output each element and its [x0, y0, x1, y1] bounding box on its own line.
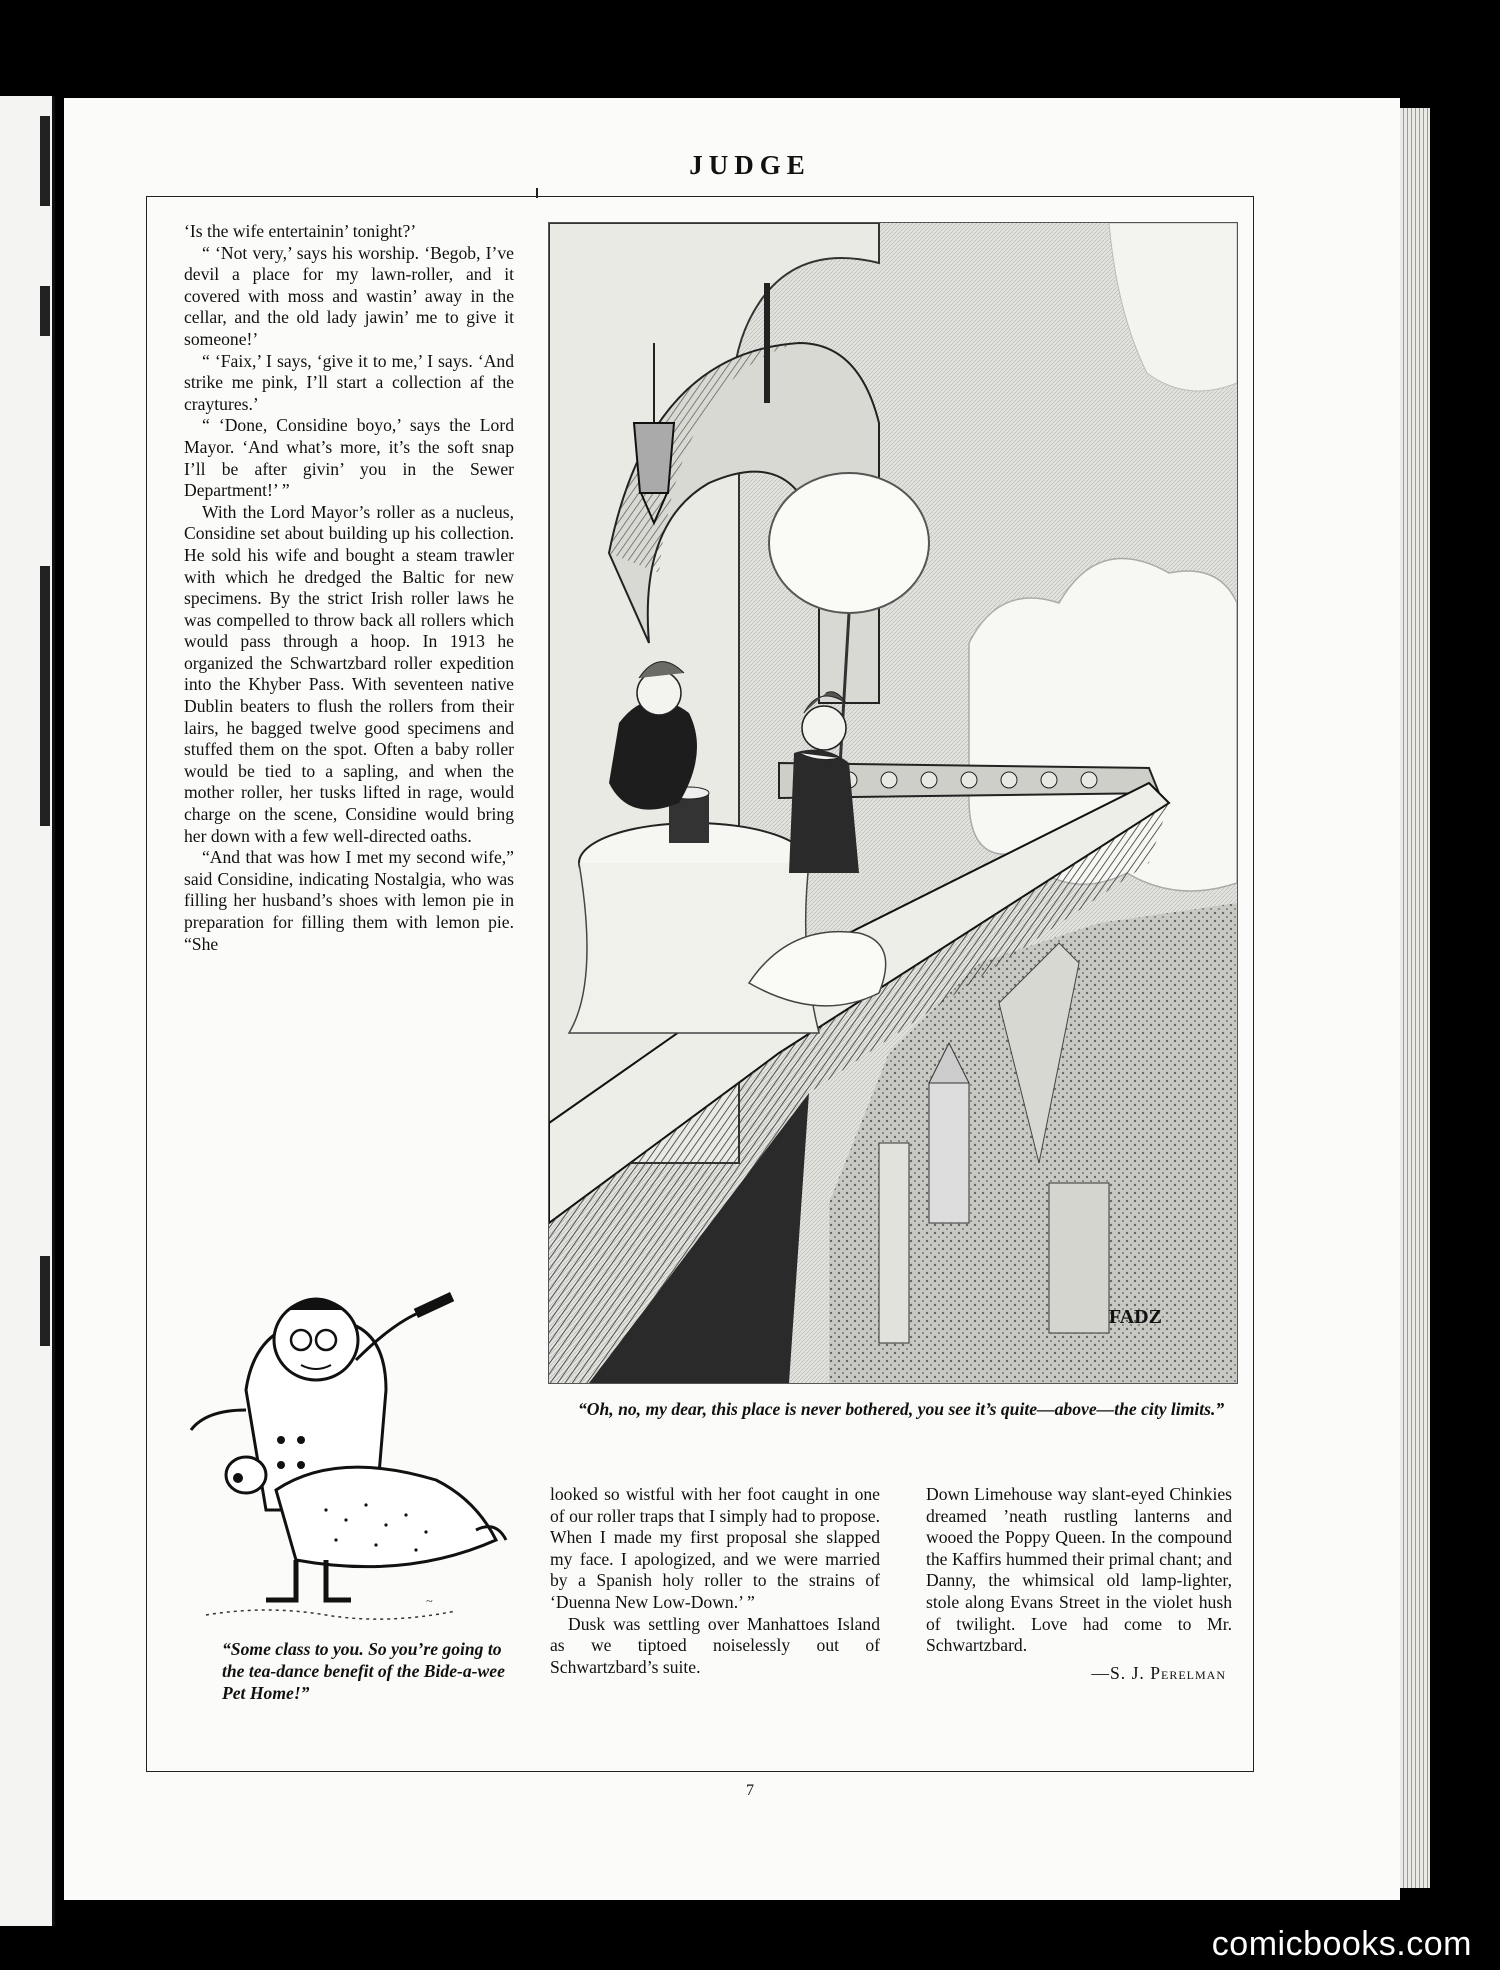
page-stack-edge [1400, 108, 1430, 1888]
binding-mark [40, 566, 50, 826]
paragraph: “ ‘Done, Considine boyo,’ says the Lord Mayor. ‘And what’s more, it’s the soft snap I’ll be after givin’ you in the Sewer Department!’ ” [184, 415, 514, 501]
article-column-right [926, 1484, 1232, 1684]
binding-mark [40, 286, 50, 336]
magazine-title: JUDGE [689, 150, 811, 180]
paragraph: “ ‘Faix,’ I says, ‘give it to me,’ I says. ‘And strike me pink, I’ll start a collection af the craytures.’ [184, 350, 514, 414]
page-number: 7 [746, 1782, 754, 1799]
paragraph: Dusk was settling over Manhattoes Island as we tiptoed noiselessly out of Schwartzbard’s suite. [550, 1613, 880, 1677]
svg-text:~: ~ [426, 1594, 433, 1608]
paragraph: looked so wistful with her foot caught in one of our roller traps that I simply had to propose. When I made my first proposal she slapped my face. I apologized, and we were married by a Spanish holy roller to the strains of ‘Duenna New Low-Down.’ ” [550, 1484, 880, 1612]
barber-cartoon-drawing [176, 1270, 516, 1630]
paragraph: “And that was how I met my second wife,” said Considine, indicating Nostalgia, who was filling her husband’s shoes with lemon pie in preparation for filling them with lemon pie. “She [184, 847, 514, 954]
binding-mark [40, 1256, 50, 1346]
small-illustration-caption: “Some class to you. So you’re going to the tea-dance benefit of the Bide-a-wee Pet Home!” [222, 1639, 505, 1703]
main-illustration-caption: “Oh, no, my dear, this place is never bothered, you see it’s quite—above—the city limits.” [578, 1399, 1225, 1419]
illustrator-signature: FADZ [1109, 1306, 1162, 1328]
left-page-edge [0, 96, 55, 1926]
author-byline: —S. J. Perelman [1091, 1662, 1226, 1683]
watermark: comicbooks.com [1211, 1925, 1472, 1963]
paragraph: ‘Is the wife entertainin’ tonight?’ [184, 221, 417, 241]
article-column-middle [550, 1484, 880, 1678]
article-column-left [184, 221, 514, 955]
paragraph: “ ‘Not very,’ says his worship. ‘Begob, I’ve devil a place for my lawn-roller, and it covered with moss and wastin’ away in the cellar, and the old lady jawin’ me to give it someone!’ [184, 242, 514, 349]
small-illustration [176, 1270, 516, 1630]
paragraph: Down Limehouse way slant-eyed Chinkies dreamed ’neath rustling lanterns and wooed the Poppy Queen. In the compound the Kaffirs hummed their primal chant; and Danny, the whimsical old lamp-lighter, stole along Evans Street in the violet hush of twilight. Love had come to Mr. Schwartzbard. [926, 1484, 1232, 1656]
main-illustration [548, 222, 1238, 1384]
paragraph: With the Lord Mayor’s roller as a nucleus, Considine set about building up his collection. He sold his wife and bought a steam trawler with which he dredged the Baltic for new specimens. By the strict Irish roller laws he was compelled to throw back all rollers which would pass through a hoop. In 1913 he organized the Schwartzbard roller expedition into the Khyber Pass. With seventeen native Dublin beaters to flush the rollers from their lairs, he bagged twelve good specimens and stuffed them on the spot. Often a baby roller would be tied to a sapling, and when the mother roller, her tusks lifted in rage, would charge on the scene, Considine would bring her down with a few well-directed oaths. [184, 501, 514, 846]
restaurant-balcony-drawing [549, 223, 1237, 1383]
